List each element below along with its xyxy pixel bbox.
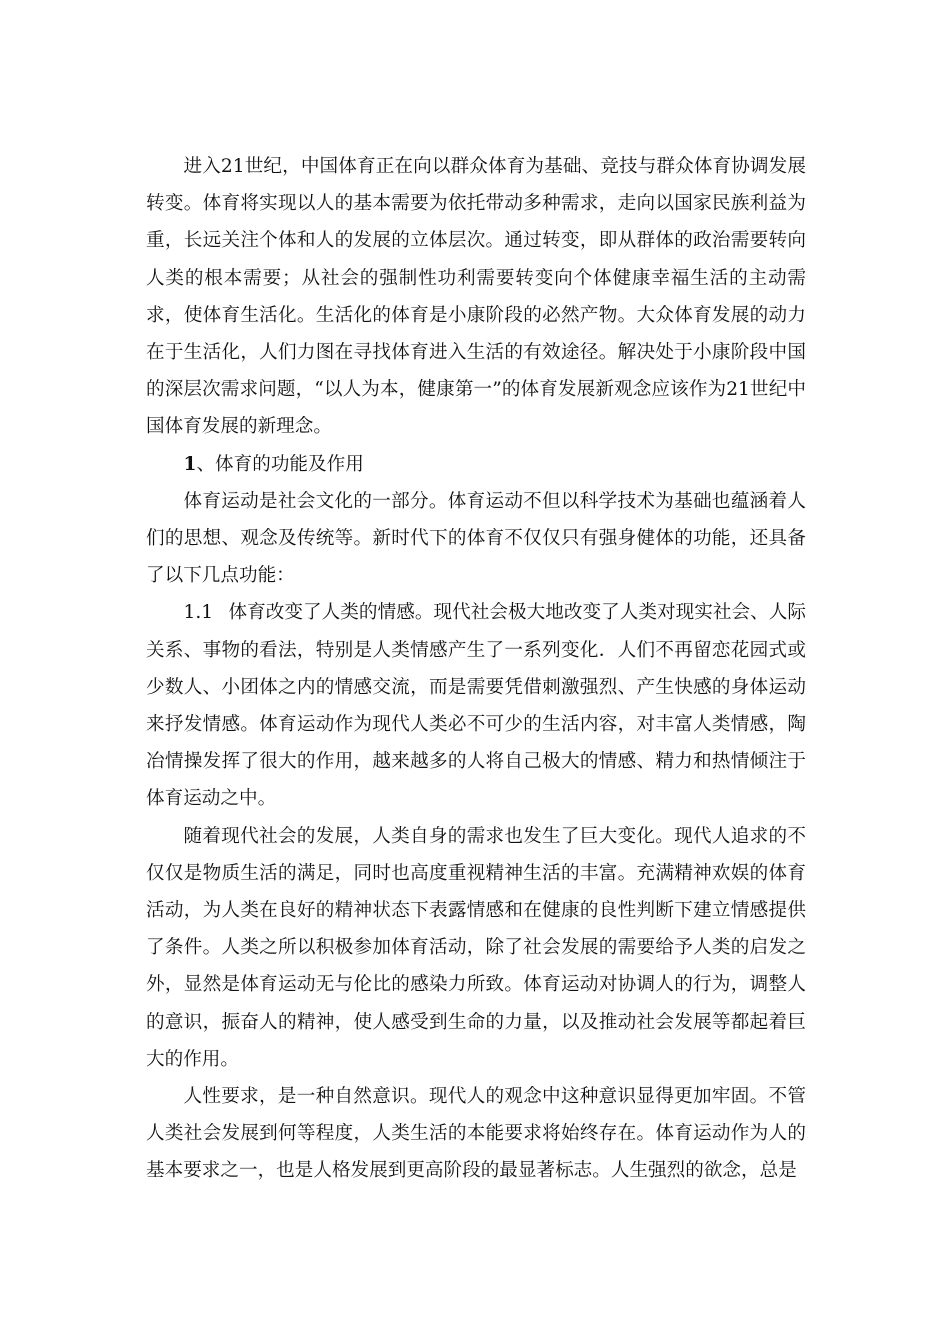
- body-paragraph: 人性要求，是一种自然意识。现代人的观念中这种意识显得更加牢固。不管人类社会发展到何等程度，人类生活的本能要求将始终存在。体育运动作为人的基本要求之一，也是人格发展到更高阶段的最显著标志。人生强烈的欲念，总是: [146, 1086, 806, 1182]
- section1-paragraph: 体育运动是社会文化的一部分。体育运动不但以科学技术为基础也蕴涵着人们的思想、观念及传统等。新时代下的体育不仅仅只有强身健体的功能，还具备了以下几点功能：: [146, 490, 806, 587]
- section-number: 1: [183, 453, 197, 475]
- section-heading-1: [146, 446, 806, 483]
- section-title: 、体育的功能及作用: [196, 453, 364, 475]
- document-body: [146, 148, 806, 1190]
- subsection-text: 体育改变了人类的情感。现代社会极大地改变了人类对现实社会、人际关系、事物的看法，特别是人类情感产生了一系列变化．人们不再留恋花园式或少数人、小团体之内的情感交流，而是需要凭借刺激强烈、产生快感的身体运动来抒发情感。体育运动作为现代人类必不可少的生活内容，对丰富人类情感，陶冶情操发挥了很大的作用，越来越多的人将自己极大的情感、精力和热情倾注于体育运动之中。: [146, 602, 806, 810]
- body-paragraph: 随着现代社会的发展，人类自身的需求也发生了巨大变化。现代人追求的不仅仅是物质生活的满足，同时也高度重视精神生活的丰富。充满精神欢娱的体育活动，为人类在良好的精神状态下表露情感和在健康的良性判断下建立情感提供了条件。人类之所以积极参加体育活动，除了社会发展的需要给予人类的启发之外，显然是体育运动无与伦比的感染力所致。体育运动对协调人的行为，调整人的意识，振奋人的精神，使人感受到生命的力量，以及推动社会发展等都起着巨大的作用。: [146, 825, 806, 1070]
- subsection-1-1-paragraph: [146, 594, 806, 817]
- subsection-number: 1.1: [183, 602, 214, 624]
- intro-paragraph: 进入21世纪，中国体育正在向以群众体育为基础、竞技与群众体育协调发展转变。体育将实现以人的基本需要为依托带动多种需求，走向以国家民族利益为重，长远关注个体和人的发展的立体层次。通过转变，即从群体的政治需要转向人类的根本需要；从社会的强制性功利需要转变向个体健康幸福生活的主动需求，使体育生活化。生活化的体育是小康阶段的必然产物。大众体育发展的动力在于生活化，人们力图在寻找体育进入生活的有效途径。解决处于小康阶段中国的深层次需求问题，“以人为本，健康第一”的体育发展新观念应该作为21世纪中国体育发展的新理念。: [146, 156, 806, 438]
